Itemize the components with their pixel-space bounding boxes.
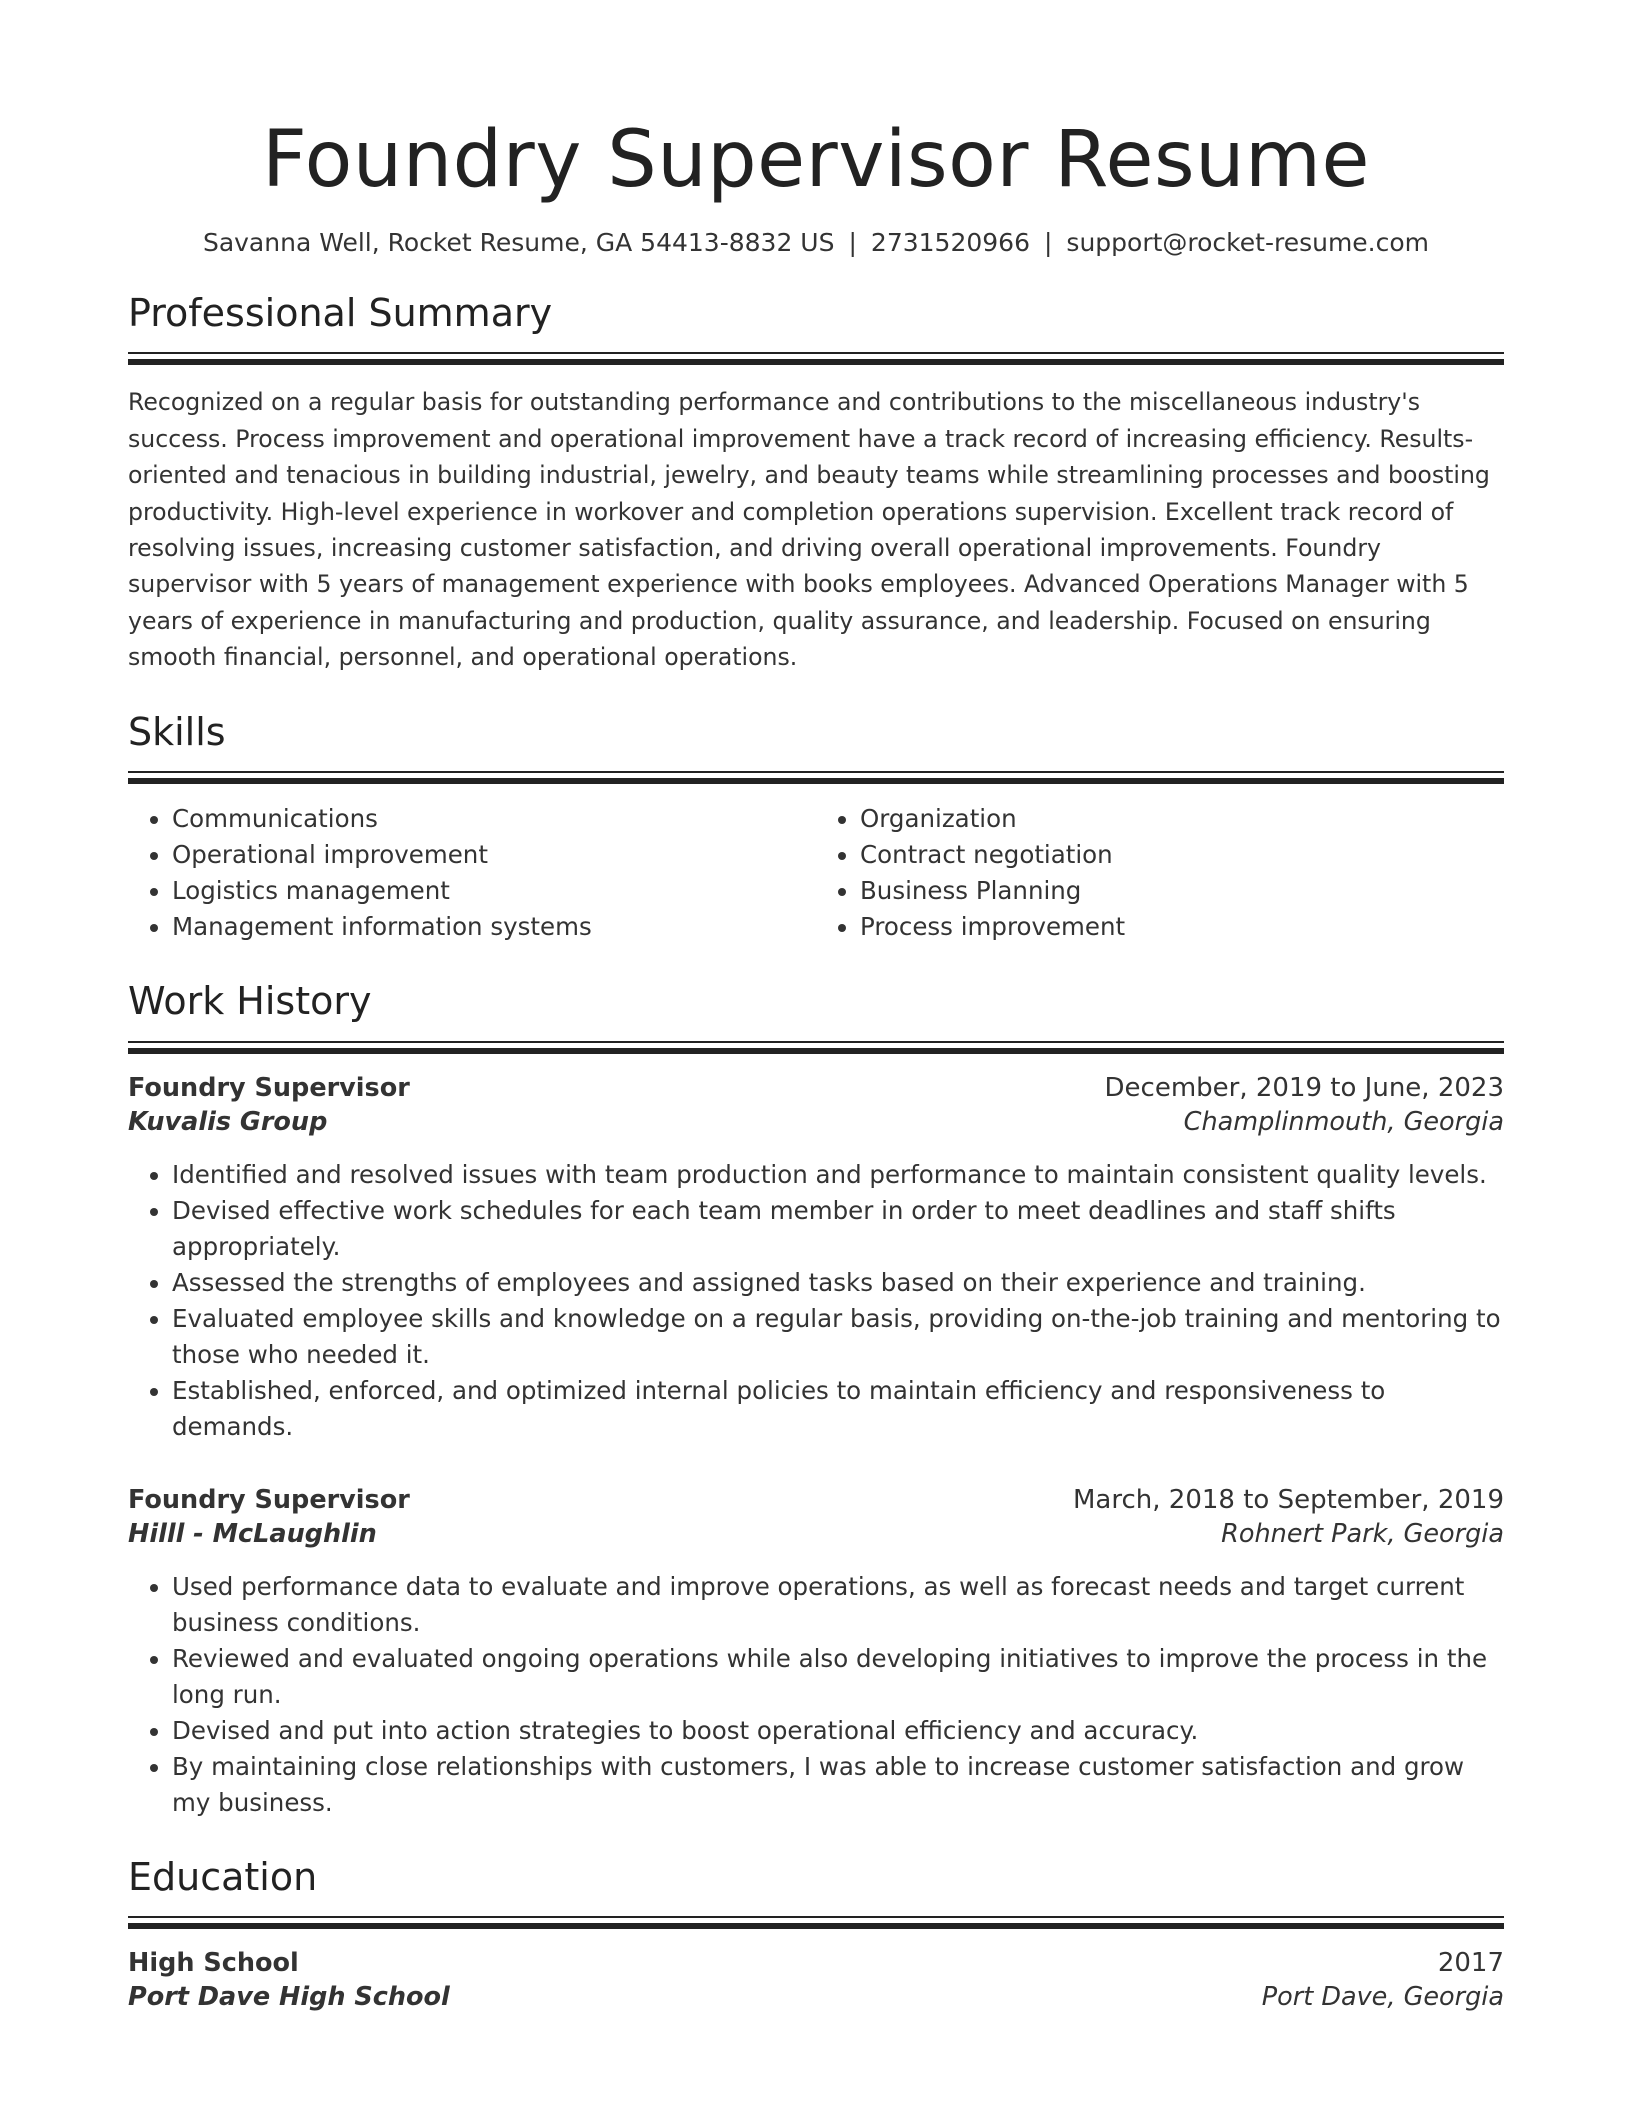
- contact-phone: 2731520966: [870, 227, 1030, 257]
- contact-email: support@rocket-resume.com: [1066, 227, 1430, 257]
- education-subheader: [128, 1982, 1504, 2012]
- work-history-section: [128, 979, 1504, 1821]
- job-bullets: [128, 1569, 1504, 1821]
- page-title: Foundry Supervisor Resume: [261, 115, 1370, 205]
- education-entry: [128, 1948, 1504, 2012]
- skill-item: • Organization: [860, 801, 1504, 837]
- summary-heading: Professional Summary: [128, 290, 553, 335]
- education-school: Port Dave High School: [128, 1982, 450, 2013]
- job-title: Foundry Supervisor: [128, 1072, 410, 1103]
- section-divider: [128, 1041, 1504, 1051]
- section-divider: [128, 1916, 1504, 1926]
- skills-column-right: [816, 801, 1504, 945]
- job-bullet: • Identified and resolved issues with team production and performance to maintain consistent quality levels.: [172, 1157, 1504, 1193]
- education-year: 2017: [1437, 1948, 1504, 1979]
- education-section: [128, 1855, 1504, 2013]
- job-entry: [128, 1485, 1504, 1821]
- contact-line: [128, 228, 1504, 257]
- skills-heading: Skills: [128, 709, 226, 754]
- job-bullet: • Reviewed and evaluated ongoing operations while also developing initiatives to improve the process in the long run.: [172, 1641, 1504, 1713]
- job-bullet: • Evaluated employee skills and knowledge on a regular basis, providing on-the-job training and mentoring to those who needed it.: [172, 1301, 1504, 1373]
- contact-separator: |: [848, 227, 857, 257]
- job-subheader: [128, 1107, 1504, 1137]
- skills-list: [128, 801, 1504, 945]
- job-bullet: • Established, enforced, and optimized internal policies to maintain efficiency and responsiveness to demands.: [172, 1373, 1504, 1445]
- job-bullet: • Devised effective work schedules for each team member in order to meet deadlines and staff shifts appropriately.: [172, 1193, 1504, 1265]
- skills-column-left: [128, 801, 816, 945]
- job-bullet: • Used performance data to evaluate and improve operations, as well as forecast needs and target current business conditions.: [172, 1569, 1504, 1641]
- job-bullet: • By maintaining close relationships with customers, I was able to increase customer satisfaction and grow my business.: [172, 1749, 1504, 1821]
- contact-address: Savanna Well, Rocket Resume, GA 54413-8832 US: [202, 227, 835, 257]
- job-subheader: [128, 1519, 1504, 1549]
- section-divider: [128, 771, 1504, 781]
- education-heading: Education: [128, 1854, 318, 1899]
- job-dates: March, 2018 to September, 2019: [1073, 1484, 1504, 1515]
- contact-separator: |: [1043, 227, 1053, 257]
- job-dates: December, 2019 to June, 2023: [1104, 1072, 1504, 1103]
- job-header: [128, 1073, 1504, 1103]
- summary-section: [128, 291, 1504, 676]
- education-header: [128, 1948, 1504, 1978]
- skills-section: [128, 710, 1504, 946]
- section-divider: [128, 352, 1504, 362]
- skill-item: • Process improvement: [860, 909, 1504, 945]
- education-degree: High School: [128, 1948, 299, 1979]
- work-history-heading: Work History: [128, 979, 372, 1024]
- skill-item: • Logistics management: [172, 873, 816, 909]
- job-bullet: • Devised and put into action strategies to boost operational efficiency and accuracy.: [172, 1713, 1504, 1749]
- skill-item: • Operational improvement: [172, 837, 816, 873]
- job-bullets: [128, 1157, 1504, 1445]
- skill-item: • Management information systems: [172, 909, 816, 945]
- job-company: Kuvalis Group: [128, 1106, 328, 1137]
- job-company: Hilll - McLaughlin: [128, 1518, 377, 1549]
- skill-item: • Business Planning: [860, 873, 1504, 909]
- summary-text: Recognized on a regular basis for outstanding performance and contributions to the miscellaneous industry's success. Process improvement and operational improvement have a track record of increasing efficiency. Results-oriented and tenacious in building industrial, jewelry, and beauty teams while streamlining processes and boosting productivity. High-level experience in workover and completion operations supervision. Excellent track record of resolving issues, increasing customer satisfaction, and driving overall operational improvements. Foundry supervisor with 5 years of management experience with books employees. Advanced Operations Manager with 5 years of experience in manufacturing and production, quality assurance, and leadership. Focused on ensuring smooth financial, personnel, and operational operations.: [128, 388, 1490, 672]
- job-header: [128, 1485, 1504, 1515]
- skill-item: • Contract negotiation: [860, 837, 1504, 873]
- job-location: Rohnert Park, Georgia: [1221, 1518, 1504, 1549]
- education-location: Port Dave, Georgia: [1261, 1982, 1504, 2013]
- job-location: Champlinmouth, Georgia: [1183, 1106, 1504, 1137]
- job-title: Foundry Supervisor: [128, 1484, 410, 1515]
- skill-item: • Communications: [172, 801, 816, 837]
- job-entry: [128, 1073, 1504, 1445]
- job-bullet: • Assessed the strengths of employees and assigned tasks based on their experience and training.: [172, 1265, 1504, 1301]
